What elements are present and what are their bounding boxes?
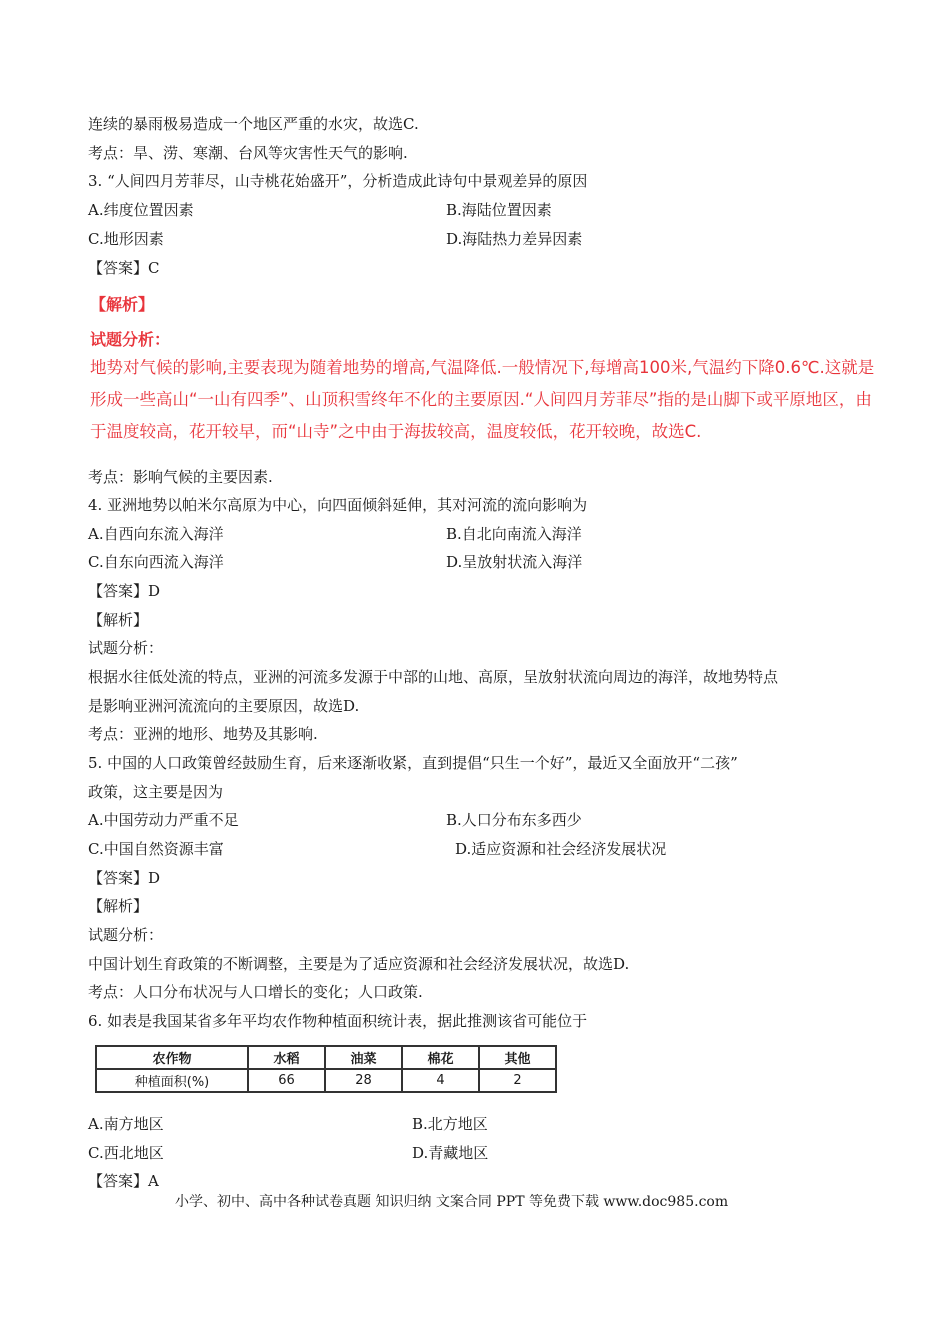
table-header-cell: 其他 (479, 1046, 556, 1069)
table-cell: 种植面积(%) (96, 1069, 248, 1092)
q4-analysis-line1: 根据水往低处流的特点，亚洲的河流多发源于中部的山地、高原，呈放射状流向周边的海洋，故地势特点 (88, 668, 779, 686)
q6-answer: 【答案】A (88, 1172, 159, 1190)
q6-option-c: C.西北地区 (88, 1144, 164, 1162)
q5-analysis-heading: 【解析】 (88, 897, 149, 915)
q3-option-a: A.纬度位置因素 (88, 201, 194, 219)
q5-kaodian: 考点：人口分布状况与人口增长的变化；人口政策. (88, 983, 423, 1001)
q3-analysis-subheading: 试题分析： (90, 330, 171, 349)
q5-option-b: B.人口分布东多西少 (446, 811, 582, 829)
q3-answer: 【答案】C (88, 259, 160, 277)
q6-option-d: D.青藏地区 (412, 1144, 489, 1162)
q4-analysis-heading: 【解析】 (88, 611, 149, 629)
q6-question: 6. 如表是我国某省多年平均农作物种植面积统计表，据此推测该省可能位于 (88, 1012, 588, 1030)
table-header-cell: 农作物 (96, 1046, 248, 1069)
q3-analysis-text: 地势对气候的影响,主要表现为随着地势的增高,气温降低.一般情况下,每增高100米,气温约下降0.6℃.这就是形成一些高山“一山有四季”、山顶积雪终年不化的主要原因.“人间四月芳菲尽”指的是山脚下或平原地区，由于温度较高，花开较早，而“山寺”之中由于海拔较高，温度较低，花开较晚，故选C. (90, 358, 875, 441)
q4-answer: 【答案】D (88, 582, 161, 600)
q5-analysis-subheading: 试题分析： (88, 926, 164, 944)
table-cell: 4 (402, 1069, 479, 1092)
table-header-cell: 水稻 (248, 1046, 325, 1069)
q3-kaodian: 考点：影响气候的主要因素. (88, 468, 273, 486)
q5-answer: 【答案】D (88, 869, 161, 887)
table-cell: 2 (479, 1069, 556, 1092)
q5-question-line2: 政策，这主要是因为 (88, 783, 224, 801)
q6-option-a: A.南方地区 (88, 1115, 164, 1133)
intro-line: 连续的暴雨极易造成一个地区严重的水灾，故选C. (88, 115, 419, 133)
q3-question: 3. “人间四月芳菲尽，山寺桃花始盛开”，分析造成此诗句中景观差异的原因 (88, 172, 588, 190)
q4-option-c: C.自东向西流入海洋 (88, 553, 224, 571)
intro-kaodian: 考点：旱、涝、寒潮、台风等灾害性天气的影响. (88, 144, 408, 162)
q5-option-a: A.中国劳动力严重不足 (88, 811, 239, 829)
q3-option-c: C.地形因素 (88, 230, 164, 248)
q4-analysis-subheading: 试题分析： (88, 639, 164, 657)
table-header-cell: 棉花 (402, 1046, 479, 1069)
q4-option-b: B.自北向南流入海洋 (446, 525, 582, 543)
q5-option-d: D.适应资源和社会经济发展状况 (455, 840, 667, 858)
q4-option-a: A.自西向东流入海洋 (88, 525, 224, 543)
q5-analysis-text: 中国计划生育政策的不断调整，主要是为了适应资源和社会经济发展状况，故选D. (88, 955, 630, 973)
q4-kaodian: 考点：亚洲的地形、地势及其影响. (88, 725, 318, 743)
table-header-row (96, 1046, 556, 1069)
table-header-cell: 油菜 (325, 1046, 402, 1069)
page-footer: 小学、初中、高中各种试卷真题 知识归纳 文案合同 PPT 等免费下载 www.doc985.com (175, 1194, 729, 1210)
q6-option-b: B.北方地区 (412, 1115, 488, 1133)
q3-option-b: B.海陆位置因素 (446, 201, 552, 219)
q5-option-c: C.中国自然资源丰富 (88, 840, 224, 858)
q4-option-d: D.呈放射状流入海洋 (446, 553, 583, 571)
table-cell: 28 (325, 1069, 402, 1092)
q3-analysis-heading: 【解析】 (90, 295, 155, 314)
table-cell: 66 (248, 1069, 325, 1092)
table-row (96, 1069, 556, 1092)
crop-area-table (95, 1045, 557, 1093)
q5-question-line1: 5. 中国的人口政策曾经鼓励生育，后来逐渐收紧，直到提倡“只生一个好”，最近又全面放开“二孩” (88, 754, 738, 772)
q4-analysis-line2: 是影响亚洲河流流向的主要原因，故选D. (88, 697, 360, 715)
q3-option-d: D.海陆热力差异因素 (446, 230, 583, 248)
q4-question: 4. 亚洲地势以帕米尔高原为中心，向四面倾斜延伸，其对河流的流向影响为 (88, 496, 588, 514)
